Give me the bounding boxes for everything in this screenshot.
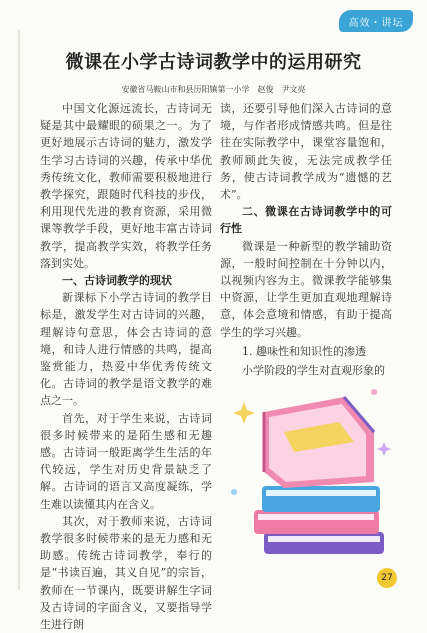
books-illustration [224,372,404,572]
page-number: 27 [381,573,393,583]
article-byline: 安徽省马鞍山市和县历阳镇第一小学 赵俊 尹文亮 [121,85,306,94]
book-stack-icon [254,397,384,554]
subheading-1: 1. 趣味性和知识性的渗透 [242,344,366,358]
page-margin-rule [18,30,20,590]
body-paragraph: 微课是一种新型的教学辅助资源，一般时间控制在十分钟以内，以视频内容为主。微课教学能够集中资源，让学生更加直观地理解诗意，体会意境和情感，有助于提高学生的学习兴趣。 [220,239,392,339]
left-column [40,100,212,633]
body-paragraph: 读，还要引导他们深入古诗词的意境，与作者形成情感共鸣。但是往往在实际教学中，课堂容量饱和，教师顾此失彼，无法完成教学任务，使古诗词教学成为“遗憾的艺术”。 [220,102,392,202]
body-paragraph: 首先，对于学生来说，古诗词很多时候带来的是陌生感和无趣感。古诗词一般距离学生生活的年代较远，学生对历史背景缺乏了解。古诗词的语言又高度凝练，学生难以读懂其内在含义。 [40,411,212,511]
intro-paragraph: 中国文化源远流长，古诗词无疑是其中最耀眼的硕果之一。为了更好地展示古诗词的魅力，激发学生学习古诗词的兴趣，传承中华优秀传统文化，教师需要积极地进行教学探究，跟随时代科技的步伐，利用现代先进的教育资源，采用微课等教学手段，更好地丰富古诗词教学，提高教学实效，将教学任务落到实处。 [40,102,212,270]
section-heading-2: 二、微课在古诗词教学中的可行性 [220,205,392,236]
body-paragraph: 新课标下小学古诗词的教学目标是，激发学生对古诗词的兴趣，理解诗句意思，体会古诗词的意境，和诗人进行情感的共鸣，提高鉴赏能力，热爱中华优秀传统文化。古诗词的教学是语文教学的难点之一。 [40,291,212,408]
section-heading-1: 一、古诗词教学的现状 [62,274,172,288]
section-tag [339,10,413,32]
body-paragraph: 小学阶段的学生对直观形象的 [242,364,385,378]
body-paragraph: 其次，对于教师来说，古诗词教学很多时候带来的是无力感和无助感。传统古诗词教学，奉行的是“书读百遍，其义自见”的宗旨，教师在一节课内，既要讲解生字词及古诗词的字面含义，又要指导学生进行朗 [40,514,212,632]
right-column [220,100,392,379]
section-tag-label: 高效・讲坛 [348,17,404,29]
article-title: 微课在小学古诗词教学中的运用研究 [65,52,362,73]
page-number-badge [377,568,397,588]
